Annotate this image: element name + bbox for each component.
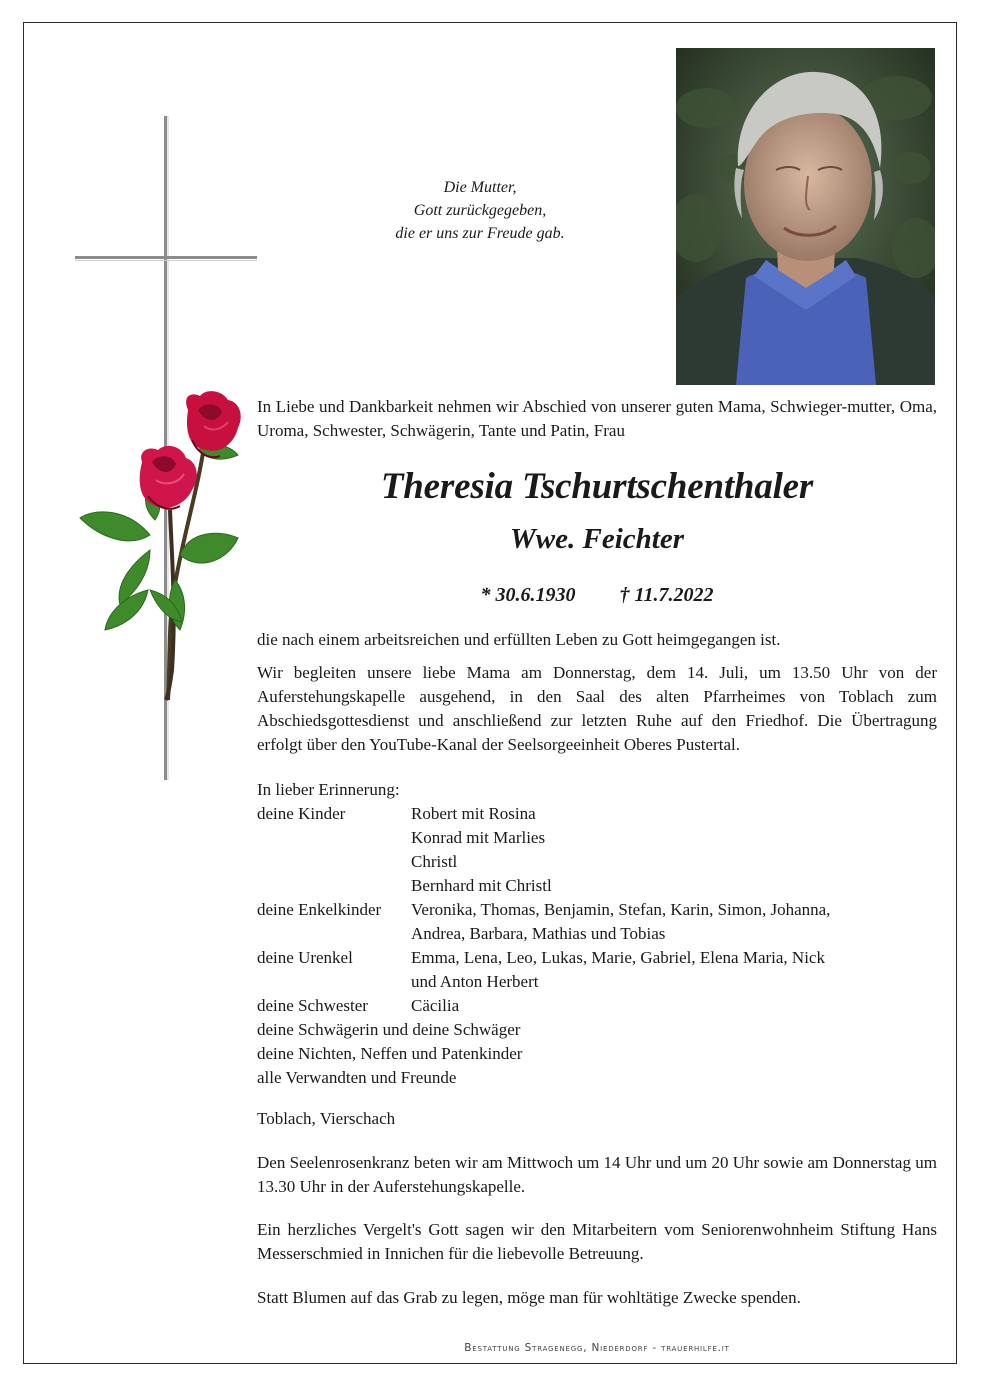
- family-name: und Anton Herbert: [411, 972, 539, 991]
- family-label: deine Schwester: [257, 996, 368, 1015]
- motto-verse: [340, 176, 620, 245]
- family-label: deine Enkelkinder: [257, 900, 382, 919]
- family-name: Emma, Lena, Leo, Lukas, Marie, Gabriel, Elena Maria, Nick: [411, 948, 825, 967]
- deceased-name: Theresia Tschurtschenthaler: [380, 466, 814, 507]
- family-heading: In lieber Erinnerung:: [257, 780, 400, 799]
- donation-paragraph: Statt Blumen auf das Grab zu legen, möge man für wohltätige Zwecke spenden.: [257, 1288, 801, 1307]
- motto-line: Die Mutter,: [443, 179, 517, 196]
- family-other: alle Verwandten und Freunde: [257, 1068, 457, 1087]
- family-row-grandchildren: [257, 898, 937, 946]
- rose-icon: [186, 391, 241, 457]
- family-label: deine Kinder: [257, 804, 346, 823]
- life-dates: [257, 584, 937, 607]
- family-other: deine Nichten, Neffen und Patenkinder: [257, 1044, 523, 1063]
- funeral-paragraph: Wir begleiten unsere liebe Mama am Donnerstag, dem 14. Juli, um 13.50 Uhr von der Auferstehungskapelle ausgehend, in den Saal des alten Pfarrheimes von Toblach zum Abschiedsgottesdienst und anschließend zur letzten Ruhe auf den Friedhof. Die Übertragung erfolgt über den YouTube-Kanal der Seelsorgeeinheit Oberes Pustertal.: [257, 663, 937, 754]
- thanks-paragraph: Ein herzliches Vergelt's Gott sagen wir den Mitarbeitern vom Seniorenwohnheim Stiftung Hans Messerschmied in Innichen für die liebevolle Betreuung.: [257, 1220, 937, 1263]
- family-name: Bernhard mit Christl: [411, 876, 552, 895]
- rosary-paragraph: Den Seelenrosenkranz beten wir am Mittwoch um 14 Uhr und um 20 Uhr sowie am Donnerstag um 13.30 Uhr in der Auferstehungskapelle.: [257, 1153, 937, 1196]
- cross-with-roses-illustration: [70, 110, 270, 790]
- rose-icon: [140, 446, 197, 509]
- family-other: deine Schwägerin und deine Schwäger: [257, 1020, 521, 1039]
- family-row-greatgrandchildren: [257, 946, 937, 994]
- family-name: Konrad mit Marlies: [411, 828, 546, 847]
- family-name: Christl: [411, 852, 458, 871]
- intro-text: In Liebe und Dankbarkeit nehmen wir Abschied von unserer guten Mama, Schwieger-mutter, Oma, Uroma, Schwester, Schwägerin, Tante und Patin, Frau: [257, 397, 937, 440]
- birth-date: * 30.6.1930: [480, 584, 576, 606]
- life-paragraph: die nach einem arbeitsreichen und erfüllten Leben zu Gott heimgegangen ist.: [257, 630, 781, 649]
- family-name: Andrea, Barbara, Mathias und Tobias: [411, 924, 666, 943]
- family-row-sister: [257, 994, 937, 1018]
- family-name: Robert mit Rosina: [411, 804, 536, 823]
- portrait-photo: [676, 48, 935, 385]
- death-date: † 11.7.2022: [619, 584, 714, 606]
- family-row-children: [257, 802, 937, 898]
- motto-line: Gott zurückgegeben,: [413, 202, 547, 219]
- motto-line: die er uns zur Freude gab.: [395, 225, 565, 242]
- portrait-image: [676, 48, 935, 385]
- footer-credit: Bestattung Stragenegg, Niederdorf - trauerhilfe.it: [464, 1342, 730, 1354]
- family-name: Veronika, Thomas, Benjamin, Stefan, Karin, Simon, Johanna,: [411, 900, 831, 919]
- family-label: deine Urenkel: [257, 948, 353, 967]
- place-line: Toblach, Vierschach: [257, 1109, 396, 1128]
- family-name: Cäcilia: [411, 996, 460, 1015]
- deceased-widow-name: Wwe. Feichter: [510, 523, 684, 555]
- family-list: [257, 778, 937, 1090]
